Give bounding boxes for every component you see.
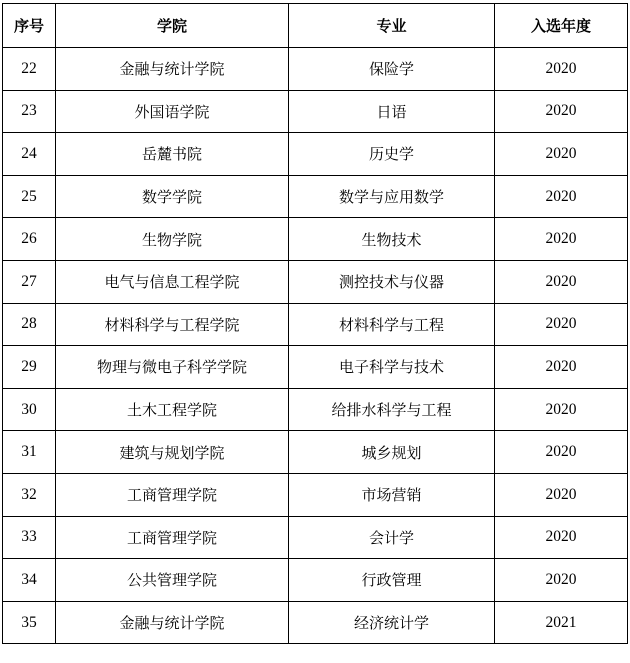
program-table	[2, 3, 628, 644]
row-year: 2020	[495, 48, 628, 91]
row-year: 2020	[495, 559, 628, 602]
header-year: 入选年度	[495, 4, 628, 48]
row-major: 电子科学与技术	[289, 346, 495, 389]
row-index: 28	[3, 303, 56, 346]
table-row	[3, 175, 628, 218]
table-row	[3, 346, 628, 389]
row-college: 工商管理学院	[56, 516, 289, 559]
row-major: 会计学	[289, 516, 495, 559]
row-college: 材料科学与工程学院	[56, 303, 289, 346]
row-year: 2020	[495, 473, 628, 516]
row-major: 生物技术	[289, 218, 495, 261]
row-major: 历史学	[289, 133, 495, 176]
row-college: 工商管理学院	[56, 473, 289, 516]
table-row	[3, 388, 628, 431]
row-year: 2020	[495, 303, 628, 346]
row-college: 公共管理学院	[56, 559, 289, 602]
table-row	[3, 601, 628, 644]
row-college: 电气与信息工程学院	[56, 260, 289, 303]
row-year: 2020	[495, 175, 628, 218]
row-college: 土木工程学院	[56, 388, 289, 431]
row-year: 2020	[495, 431, 628, 474]
row-index: 29	[3, 346, 56, 389]
row-index: 31	[3, 431, 56, 474]
table-row	[3, 473, 628, 516]
row-major: 经济统计学	[289, 601, 495, 644]
row-major: 行政管理	[289, 559, 495, 602]
row-major: 给排水科学与工程	[289, 388, 495, 431]
table-row	[3, 90, 628, 133]
row-college: 生物学院	[56, 218, 289, 261]
row-index: 30	[3, 388, 56, 431]
row-index: 35	[3, 601, 56, 644]
row-index: 34	[3, 559, 56, 602]
row-year: 2021	[495, 601, 628, 644]
table-row	[3, 260, 628, 303]
table-row	[3, 303, 628, 346]
row-index: 32	[3, 473, 56, 516]
table-header	[3, 4, 628, 48]
row-college: 物理与微电子科学学院	[56, 346, 289, 389]
row-year: 2020	[495, 218, 628, 261]
row-index: 33	[3, 516, 56, 559]
row-index: 27	[3, 260, 56, 303]
row-index: 24	[3, 133, 56, 176]
row-index: 25	[3, 175, 56, 218]
row-college: 外国语学院	[56, 90, 289, 133]
row-college: 金融与统计学院	[56, 48, 289, 91]
row-year: 2020	[495, 346, 628, 389]
row-college: 金融与统计学院	[56, 601, 289, 644]
row-index: 23	[3, 90, 56, 133]
header-major: 专业	[289, 4, 495, 48]
row-index: 26	[3, 218, 56, 261]
table-row	[3, 431, 628, 474]
table-body	[3, 48, 628, 644]
row-major: 材料科学与工程	[289, 303, 495, 346]
row-college: 建筑与规划学院	[56, 431, 289, 474]
row-year: 2020	[495, 260, 628, 303]
table-row	[3, 516, 628, 559]
header-college: 学院	[56, 4, 289, 48]
row-major: 保险学	[289, 48, 495, 91]
header-index: 序号	[3, 4, 56, 48]
row-year: 2020	[495, 90, 628, 133]
row-index: 22	[3, 48, 56, 91]
row-year: 2020	[495, 388, 628, 431]
row-year: 2020	[495, 516, 628, 559]
row-year: 2020	[495, 133, 628, 176]
header-row	[3, 4, 628, 48]
row-college: 岳麓书院	[56, 133, 289, 176]
row-college: 数学学院	[56, 175, 289, 218]
row-major: 数学与应用数学	[289, 175, 495, 218]
row-major: 日语	[289, 90, 495, 133]
table-row	[3, 48, 628, 91]
table-row	[3, 218, 628, 261]
row-major: 城乡规划	[289, 431, 495, 474]
table-row	[3, 133, 628, 176]
row-major: 市场营销	[289, 473, 495, 516]
table-row	[3, 559, 628, 602]
row-major: 测控技术与仪器	[289, 260, 495, 303]
